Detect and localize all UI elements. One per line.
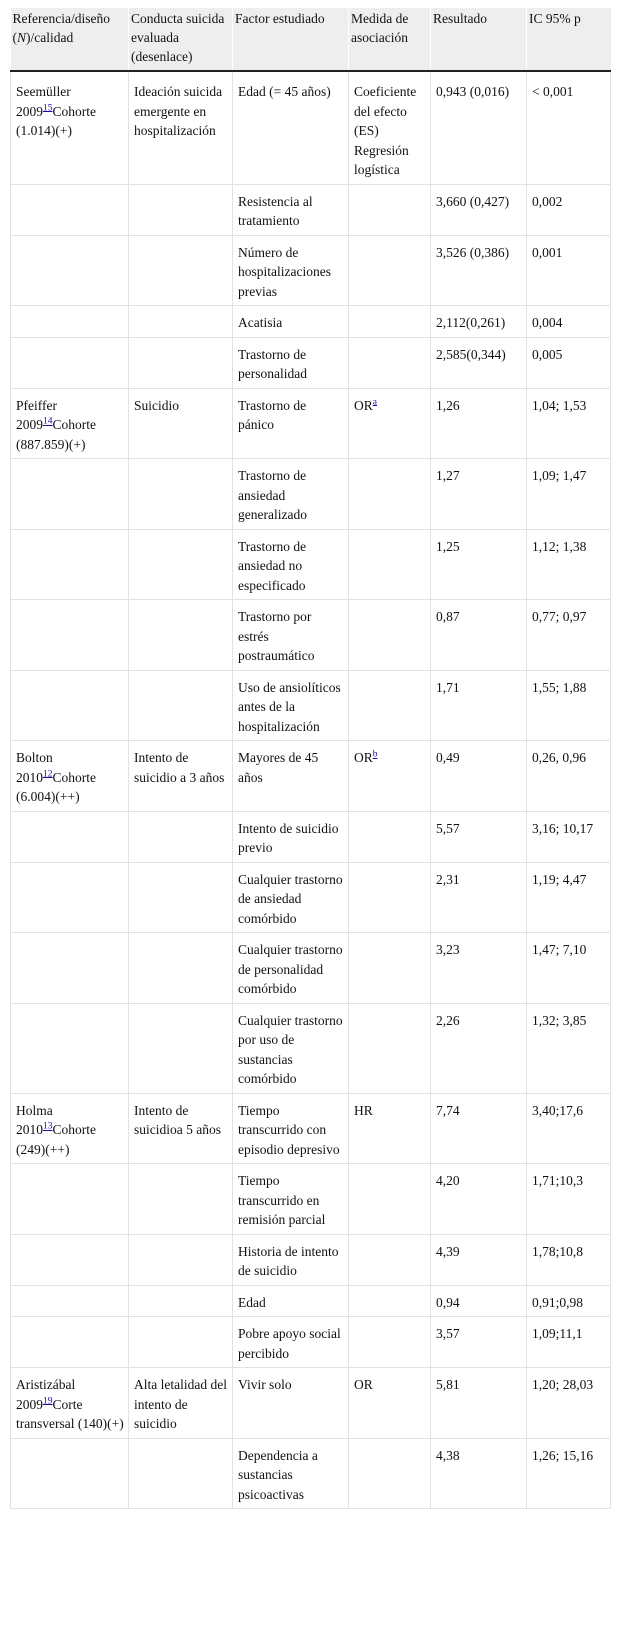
reference-link[interactable]: 15: [43, 103, 53, 113]
cell-measure: [349, 1317, 431, 1368]
cell-ci: 0,002: [527, 184, 611, 235]
table-row: [11, 1368, 611, 1439]
table-row: [11, 1234, 611, 1285]
cell-measure: [349, 184, 431, 235]
cell-study: [11, 1093, 129, 1164]
cell-factor: Tiempo transcurrido en remisión parcial: [233, 1164, 349, 1235]
cell-measure: [349, 235, 431, 306]
header-measure: Medida de asociación: [349, 8, 431, 71]
cell-outcome: [129, 1285, 233, 1317]
cell-study: [11, 1317, 129, 1368]
cell-measure: [349, 459, 431, 530]
cell-factor: Resistencia al tratamiento: [233, 184, 349, 235]
cell-factor: Trastorno de pánico: [233, 388, 349, 459]
table-row: [11, 1285, 611, 1317]
study-design: Cohorte (887.859)(+): [16, 417, 96, 452]
cell-factor: Intento de suicidio previo: [233, 811, 349, 862]
cell-measure: [349, 741, 431, 812]
cell-outcome: [129, 1003, 233, 1093]
header-ci: IC 95% p: [527, 8, 611, 71]
cell-measure: [349, 1285, 431, 1317]
measure-text: OR: [354, 1377, 373, 1392]
cell-factor: Cualquier trastorno de ansiedad comórbido: [233, 862, 349, 933]
cell-outcome: Alta letalidad del intento de suicidio: [129, 1368, 233, 1439]
cell-study: [11, 862, 129, 933]
study-design: Cohorte (249)(++): [16, 1122, 96, 1157]
header-outcome: Conducta suicida evaluada (desenlace): [129, 8, 233, 71]
table-row: [11, 670, 611, 741]
cell-result: 7,74: [431, 1093, 527, 1164]
cell-measure: [349, 1003, 431, 1093]
table-row: [11, 862, 611, 933]
cell-outcome: [129, 933, 233, 1004]
cell-measure: [349, 306, 431, 338]
cell-result: 3,660 (0,427): [431, 184, 527, 235]
cell-outcome: Intento de suicidioa 5 años: [129, 1093, 233, 1164]
cell-study: [11, 459, 129, 530]
cell-ci: 1,04; 1,53: [527, 388, 611, 459]
cell-outcome: Ideación suicida emergente en hospitalización: [129, 71, 233, 184]
table-row: [11, 1164, 611, 1235]
cell-result: 4,39: [431, 1234, 527, 1285]
cell-ci: 0,91;0,98: [527, 1285, 611, 1317]
header-reference: [11, 8, 129, 71]
cell-outcome: [129, 1164, 233, 1235]
cell-factor: Número de hospitalizaciones previas: [233, 235, 349, 306]
footnote-link[interactable]: b: [372, 749, 378, 760]
cell-result: 2,31: [431, 862, 527, 933]
cell-outcome: [129, 811, 233, 862]
cell-factor: Acatisia: [233, 306, 349, 338]
cell-result: 2,585(0,344): [431, 337, 527, 388]
cell-study: [11, 933, 129, 1004]
header-n: N: [17, 30, 27, 45]
cell-outcome: [129, 1317, 233, 1368]
cell-result: 5,57: [431, 811, 527, 862]
cell-measure: [349, 862, 431, 933]
cell-factor: Dependencia a sustancias psicoactivas: [233, 1438, 349, 1509]
cell-result: 3,23: [431, 933, 527, 1004]
cell-study: [11, 71, 129, 184]
cell-ci: 0,004: [527, 306, 611, 338]
cell-outcome: [129, 600, 233, 671]
header-reference-text: Referencia/diseño (: [12, 11, 110, 45]
footnote-link[interactable]: a: [372, 397, 377, 407]
cell-result: 4,20: [431, 1164, 527, 1235]
cell-ci: < 0,001: [527, 71, 611, 184]
cell-result: 3,57: [431, 1317, 527, 1368]
study-author: Holma 2010: [16, 1102, 53, 1137]
cell-result: 1,25: [431, 529, 527, 600]
cell-factor: Tiempo transcurrido con episodio depresivo: [233, 1093, 349, 1164]
cell-outcome: Suicidio: [129, 388, 233, 459]
cell-result: 0,94: [431, 1285, 527, 1317]
cell-factor: Pobre apoyo social percibido: [233, 1317, 349, 1368]
measure-text: Coeficiente del efecto (ES) Regresión logística: [354, 84, 417, 177]
cell-measure: [349, 71, 431, 184]
header-factor: Factor estudiado: [233, 8, 349, 71]
cell-outcome: [129, 1438, 233, 1509]
cell-outcome: [129, 235, 233, 306]
cell-study: [11, 388, 129, 459]
cell-result: 1,71: [431, 670, 527, 741]
table-row: [11, 388, 611, 459]
cell-result: 1,26: [431, 388, 527, 459]
cell-study: [11, 1285, 129, 1317]
reference-link[interactable]: 12: [43, 769, 53, 779]
cell-ci: 1,71;10,3: [527, 1164, 611, 1235]
cell-outcome: [129, 306, 233, 338]
cell-study: [11, 670, 129, 741]
cell-ci: 0,26, 0,96: [527, 741, 611, 812]
table-row: [11, 1438, 611, 1509]
study-design: Cohorte (1.014)(+): [16, 103, 96, 138]
cell-study: [11, 1164, 129, 1235]
table-row: [11, 1093, 611, 1164]
cell-study: [11, 529, 129, 600]
table-row: [11, 600, 611, 671]
cell-factor: Edad (= 45 años): [233, 71, 349, 184]
cell-result: 2,112(0,261): [431, 306, 527, 338]
reference-link[interactable]: 13: [43, 1121, 53, 1132]
table-row: [11, 529, 611, 600]
table-row: [11, 71, 611, 184]
study-author: Pfeiffer 2009: [16, 397, 57, 432]
cell-factor: Vivir solo: [233, 1368, 349, 1439]
cell-factor: Trastorno por estrés postraumático: [233, 600, 349, 671]
cell-result: 5,81: [431, 1368, 527, 1439]
cell-outcome: [129, 459, 233, 530]
cell-measure: [349, 529, 431, 600]
cell-result: 0,49: [431, 741, 527, 812]
table-row: [11, 1317, 611, 1368]
cell-factor: Edad: [233, 1285, 349, 1317]
cell-outcome: [129, 862, 233, 933]
cell-factor: Trastorno de ansiedad generalizado: [233, 459, 349, 530]
study-author: Seemüller 2009: [16, 84, 71, 119]
cell-measure: [349, 1234, 431, 1285]
cell-measure: [349, 337, 431, 388]
cell-measure: [349, 388, 431, 459]
cell-study: [11, 306, 129, 338]
cell-study: [11, 184, 129, 235]
cell-factor: Cualquier trastorno de personalidad comórbido: [233, 933, 349, 1004]
cell-ci: 1,55; 1,88: [527, 670, 611, 741]
table-row: [11, 741, 611, 812]
cell-ci: 0,001: [527, 235, 611, 306]
cell-measure: [349, 1438, 431, 1509]
cell-ci: 1,78;10,8: [527, 1234, 611, 1285]
cell-study: [11, 741, 129, 812]
cell-ci: 0,005: [527, 337, 611, 388]
cell-factor: Trastorno de personalidad: [233, 337, 349, 388]
reference-link[interactable]: 14: [43, 416, 53, 427]
cell-outcome: Intento de suicidio a 3 años: [129, 741, 233, 812]
cell-ci: 1,09;11,1: [527, 1317, 611, 1368]
study-design: Corte transversal (140)(+): [16, 1396, 124, 1431]
cell-study: [11, 811, 129, 862]
cell-outcome: [129, 337, 233, 388]
cell-measure: [349, 933, 431, 1004]
cell-factor: Trastorno de ansiedad no especificado: [233, 529, 349, 600]
table-header: [11, 8, 611, 71]
results-table: [10, 8, 611, 1509]
cell-outcome: [129, 670, 233, 741]
cell-ci: 1,12; 1,38: [527, 529, 611, 600]
reference-link[interactable]: 19: [43, 1396, 53, 1406]
table-row: [11, 933, 611, 1004]
cell-factor: Mayores de 45 años: [233, 741, 349, 812]
cell-study: [11, 1234, 129, 1285]
cell-ci: 3,40;17,6: [527, 1093, 611, 1164]
cell-ci: 1,26; 15,16: [527, 1438, 611, 1509]
cell-study: [11, 1003, 129, 1093]
measure-text: OR: [354, 750, 373, 765]
cell-measure: [349, 1368, 431, 1439]
table-row: [11, 235, 611, 306]
cell-measure: [349, 1164, 431, 1235]
table-row: [11, 459, 611, 530]
cell-ci: 1,20; 28,03: [527, 1368, 611, 1439]
table-row: [11, 184, 611, 235]
cell-result: 3,526 (0,386): [431, 235, 527, 306]
cell-ci: 1,19; 4,47: [527, 862, 611, 933]
table-body: [11, 71, 611, 1509]
cell-ci: 0,77; 0,97: [527, 600, 611, 671]
cell-outcome: [129, 1234, 233, 1285]
table-row: [11, 306, 611, 338]
measure-text: OR: [354, 397, 373, 413]
cell-measure: [349, 600, 431, 671]
header-result: Resultado: [431, 8, 527, 71]
cell-result: 0,943 (0,016): [431, 71, 527, 184]
cell-study: [11, 337, 129, 388]
table-row: [11, 1003, 611, 1093]
table-row: [11, 337, 611, 388]
measure-text: HR: [354, 1102, 373, 1118]
cell-outcome: [129, 184, 233, 235]
cell-ci: 1,47; 7,10: [527, 933, 611, 1004]
cell-outcome: [129, 529, 233, 600]
cell-study: [11, 235, 129, 306]
table-row: [11, 811, 611, 862]
cell-result: 4,38: [431, 1438, 527, 1509]
cell-result: 1,27: [431, 459, 527, 530]
cell-factor: Uso de ansiolíticos antes de la hospitalización: [233, 670, 349, 741]
cell-factor: Cualquier trastorno por uso de sustancias comórbido: [233, 1003, 349, 1093]
cell-result: 0,87: [431, 600, 527, 671]
cell-factor: Historia de intento de suicidio: [233, 1234, 349, 1285]
cell-ci: 1,09; 1,47: [527, 459, 611, 530]
header-quality-text: )/calidad: [26, 30, 74, 45]
cell-measure: [349, 670, 431, 741]
cell-ci: 1,32; 3,85: [527, 1003, 611, 1093]
study-author: Aristizábal 2009: [16, 1377, 76, 1412]
cell-study: [11, 600, 129, 671]
cell-ci: 3,16; 10,17: [527, 811, 611, 862]
cell-result: 2,26: [431, 1003, 527, 1093]
study-author: Bolton 2010: [16, 750, 53, 785]
cell-study: [11, 1368, 129, 1439]
study-design: Cohorte (6.004)(++): [16, 769, 96, 804]
cell-measure: [349, 1093, 431, 1164]
cell-measure: [349, 811, 431, 862]
cell-study: [11, 1438, 129, 1509]
